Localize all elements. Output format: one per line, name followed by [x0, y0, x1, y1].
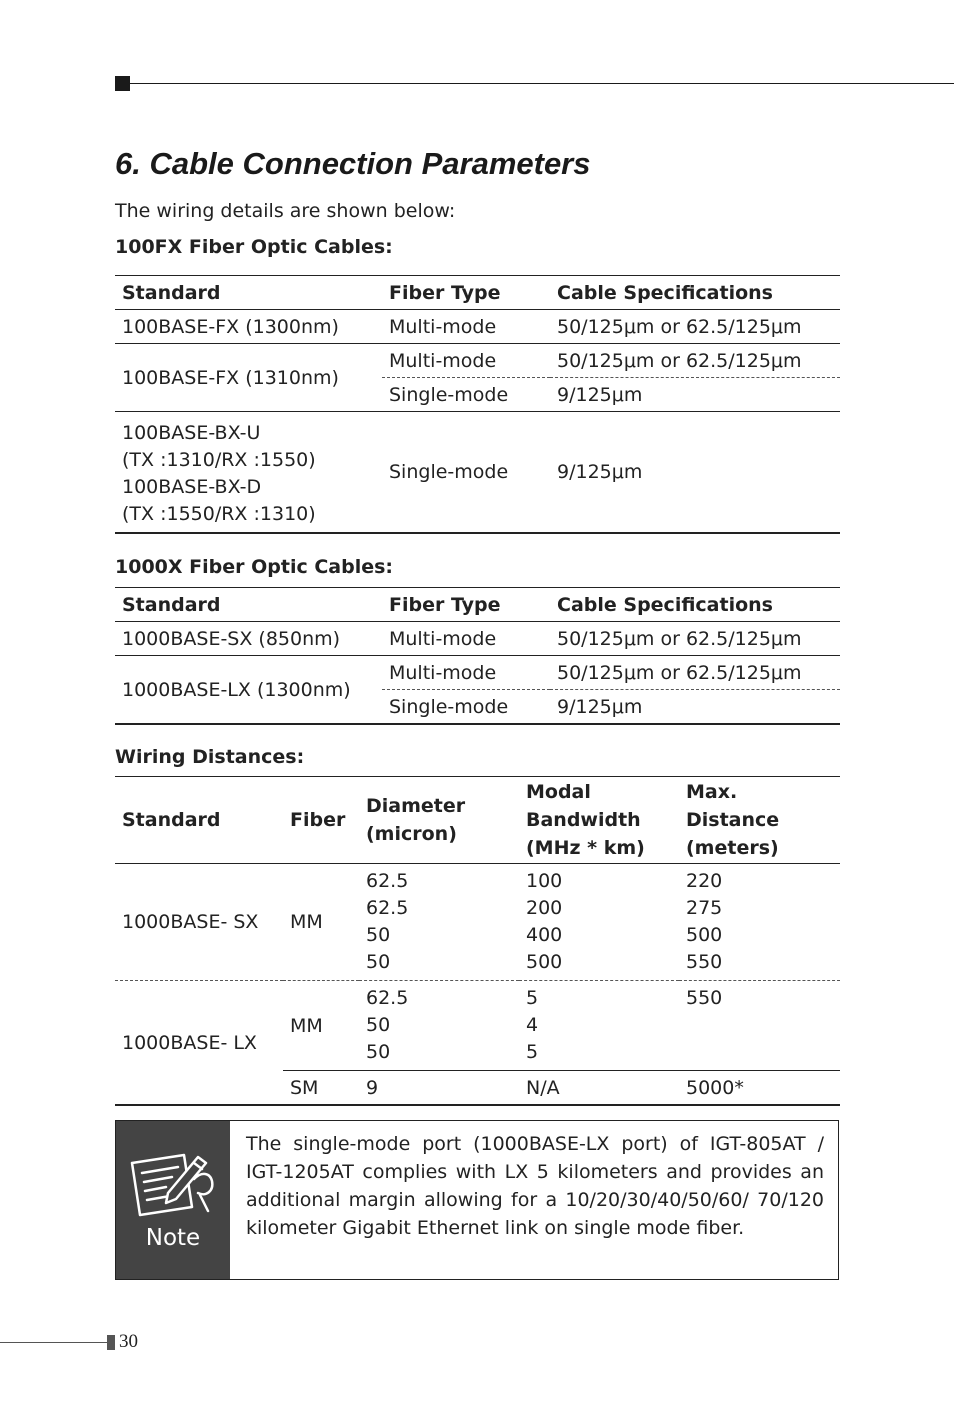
fx-spec-cell: 9/125μm	[557, 383, 643, 406]
table-row	[115, 344, 840, 378]
gx-fiber-cell: Multi-mode	[389, 627, 497, 650]
value-line: 550	[686, 951, 723, 973]
sm-fiber-cell: SM	[283, 1071, 359, 1106]
header-line: Max.	[686, 781, 738, 803]
value-line: 5	[526, 1041, 539, 1063]
wiring-header-bandwidth	[519, 777, 679, 864]
sx-distance-cell	[679, 864, 840, 981]
fx-standard-cell: 100BASE-FX (1310nm)	[115, 344, 382, 412]
value-line: 500	[526, 951, 563, 973]
sm-distance-cell: 5000*	[679, 1071, 840, 1106]
note-label: Note	[145, 1225, 201, 1251]
sm-diameter-cell: 9	[359, 1071, 519, 1106]
gx-cable-table	[115, 587, 840, 725]
fx-header-cable-spec: Cable Specifications	[550, 276, 840, 310]
gx-fiber-cell: Multi-mode	[382, 656, 550, 690]
table-row	[115, 981, 840, 1071]
header-line: Bandwidth	[526, 809, 641, 831]
wiring-header-fiber: Fiber	[283, 777, 359, 864]
wiring-header-diameter	[359, 777, 519, 864]
value-line: 275	[686, 897, 723, 919]
wiring-header-distance	[679, 777, 840, 864]
gx-spec-cell: 9/125μm	[557, 695, 643, 718]
value-line: 200	[526, 897, 563, 919]
gx-header-standard: Standard	[115, 588, 382, 622]
table-row	[115, 622, 840, 656]
note-pencil-icon	[128, 1149, 220, 1219]
gx-header-cable-spec: Cable Specifications	[550, 588, 840, 622]
page-number: 30	[119, 1331, 138, 1352]
table-row	[115, 864, 840, 981]
sx-fiber-cell: MM	[283, 864, 359, 981]
gx-standard-cell: 1000BASE-SX (850nm)	[122, 627, 341, 650]
lx-diameter-cell	[359, 981, 519, 1071]
value-line: 4	[526, 1014, 539, 1036]
wiring-distance-table	[115, 776, 840, 1106]
gx-spec-cell: 50/125μm or 62.5/125μm	[557, 627, 802, 650]
value-line: 50	[366, 1041, 391, 1063]
table-row	[115, 656, 840, 690]
gx-standard-cell: 1000BASE-LX (1300nm)	[115, 656, 382, 725]
value-line: 100	[526, 870, 563, 892]
header-line: (micron)	[366, 823, 457, 845]
sx-standard-cell: 1000BASE- SX	[115, 864, 283, 981]
fx-spec-cell: 50/125μm or 62.5/125μm	[557, 315, 802, 338]
fx-standard-cell: 100BASE-FX (1300nm)	[122, 315, 339, 338]
intro-text: The wiring details are shown below:	[115, 200, 456, 222]
table-row	[115, 412, 840, 534]
header-line: Distance	[686, 809, 780, 831]
value-line: 62.5	[366, 870, 409, 892]
value-line: 50	[366, 951, 391, 973]
value-line: 50	[366, 924, 391, 946]
value-line: 62.5	[366, 987, 409, 1009]
gx-header-fiber-type: Fiber Type	[382, 588, 550, 622]
fx-fiber-cell: Single-mode	[389, 383, 509, 406]
header-line: (meters)	[686, 837, 779, 859]
fx-spec-cell: 9/125μm	[550, 412, 840, 534]
bx-line: (TX :1550/RX :1310)	[122, 503, 316, 525]
fx-standard-cell	[115, 412, 382, 534]
fx-header-standard: Standard	[115, 276, 382, 310]
header-square-marker	[115, 76, 130, 91]
fx-section-title: 100FX Fiber Optic Cables:	[115, 236, 393, 258]
bx-line: 100BASE-BX-D	[122, 476, 262, 498]
sx-bandwidth-cell	[519, 864, 679, 981]
value-line: 550	[686, 987, 723, 1009]
bx-line: (TX :1310/RX :1550)	[122, 449, 316, 471]
lx-distance-cell	[679, 981, 840, 1071]
fx-fiber-cell: Multi-mode	[382, 344, 550, 378]
footer-rule	[0, 1342, 107, 1343]
gx-section-title: 1000X Fiber Optic Cables:	[115, 556, 394, 578]
fx-header-fiber-type: Fiber Type	[382, 276, 550, 310]
fx-fiber-cell: Multi-mode	[389, 315, 497, 338]
header-line: Modal	[526, 781, 591, 803]
note-sidebar	[116, 1121, 230, 1279]
page-title: 6. Cable Connection Parameters	[115, 146, 591, 181]
footer-square-marker	[107, 1335, 115, 1350]
fx-spec-cell: 50/125μm or 62.5/125μm	[550, 344, 840, 378]
fx-fiber-cell: Single-mode	[382, 412, 550, 534]
value-line: 500	[686, 924, 723, 946]
value-line: 220	[686, 870, 723, 892]
table-row	[115, 310, 840, 344]
bx-line: 100BASE-BX-U	[122, 422, 261, 444]
value-line: 50	[366, 1014, 391, 1036]
gx-spec-cell: 50/125μm or 62.5/125μm	[550, 656, 840, 690]
wiring-section-title: Wiring Distances:	[115, 746, 305, 768]
value-line: 62.5	[366, 897, 409, 919]
wiring-header-standard: Standard	[115, 777, 283, 864]
lx-standard-cell: 1000BASE- LX	[122, 1031, 257, 1054]
value-line: 400	[526, 924, 563, 946]
header-line: Diameter	[366, 795, 466, 817]
header-rule	[130, 83, 954, 84]
note-text: The single-mode port (1000BASE-LX port) of IGT-805AT / IGT-1205AT complies with LX 5 kilometers and provides an additional margin allowing for a 10/20/30/40/50/60/ 70/120 kilometer Gigabit Ethernet link on single mode fiber.	[246, 1133, 824, 1239]
lx-fiber-cell: MM	[290, 1014, 323, 1037]
lx-bandwidth-cell	[519, 981, 679, 1071]
sx-diameter-cell	[359, 864, 519, 981]
sm-bandwidth-cell: N/A	[519, 1071, 679, 1106]
gx-fiber-cell: Single-mode	[389, 695, 509, 718]
value-line: 5	[526, 987, 539, 1009]
fx-cable-table	[115, 275, 840, 534]
note-box	[115, 1120, 839, 1280]
header-line: (MHz * km)	[526, 837, 645, 859]
